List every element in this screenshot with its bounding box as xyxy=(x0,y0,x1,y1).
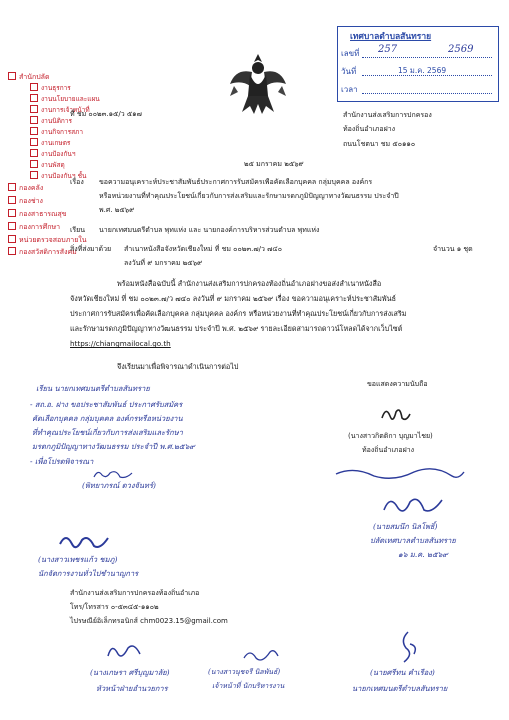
routing-item: งานป้องกันฯ xyxy=(30,149,76,159)
stamp-date-label: วันที่ xyxy=(341,67,357,76)
routing-item: งานเกษตร xyxy=(30,138,70,148)
sig2-name: (นางสาวนุชจรี นิลพันธ์) xyxy=(208,668,281,676)
body-line-2: จังหวัดเชียงใหม่ ที่ ชม ๐๐๒๓.๗/ว ๗๔๐ ลงวันที่ ๙ มกราคม ๒๕๖๙ เรื่อง ขอความอนุเคราะห์ประชาสัมพันธ์ xyxy=(70,294,396,303)
routing-item: งานนโยบายและแผน xyxy=(30,94,100,104)
palat-date: ๑๖ ม.ค. ๒๕๖๙ xyxy=(398,550,448,559)
routing-item: งานธุรการ xyxy=(30,83,71,93)
sender-line-1: สำนักงานส่งเสริมการปกครอง xyxy=(343,111,432,119)
routing-item: งานการเจ้าหน้าที่ xyxy=(30,105,90,115)
closing: ขอแสดงความนับถือ xyxy=(367,380,428,388)
doc-number: ที่ ชม ๐๐๒๓.๑๕/ว ๕๑๗ xyxy=(70,110,142,118)
to-recipient: นายกเทศมนตรีตำบล พุทแห่ง และ นายกองค์การบริหารส่วนตำบล พุทแห่ง xyxy=(99,226,320,234)
palat-signature-icon xyxy=(380,492,450,522)
subject-line-3: พ.ศ. ๒๕๖๙ xyxy=(99,206,135,214)
sig3-title: นายกเทศมนตรีตำบลสันทราย xyxy=(352,684,448,693)
attach-count: จำนวน ๑ ชุด xyxy=(433,245,473,253)
routing-header: สำนักปลัด xyxy=(8,72,50,82)
to-label: เรียน xyxy=(70,226,86,234)
note-sign-name: (พิทยาภรณ์ ดวงจันทร์) xyxy=(82,481,156,490)
subject-line-1: ขอความอนุเคราะห์ประชาสัมพันธ์ประกาศการรับสมัครเพื่อคัดเลือกบุคคล กลุ่มบุคคล องค์กร xyxy=(99,178,373,186)
note-line-2: - สถ.อ. ฝาง ขอประชาสัมพันธ์ ประกาศรับสมัคร xyxy=(30,400,183,409)
footer-phone: โทร/โทรสาร ๐-๕๓๔๕-๑๑๐๒ xyxy=(70,603,159,611)
attach-line-2: ลงวันที่ ๙ มกราคม ๒๕๖๙ xyxy=(124,259,203,267)
website-link[interactable]: https://chiangmailocal.go.th xyxy=(70,339,171,348)
sig1-name: (นางเกษรา ศรีบุญมาลัย) xyxy=(90,668,170,677)
routing-item: กองช่าง xyxy=(8,196,43,206)
routing-item: กองการศึกษา xyxy=(8,222,60,232)
sig1-signature-icon xyxy=(104,640,144,666)
routing-item: งานพัสดุ xyxy=(30,160,65,170)
routing-item: งานกิจการสภา xyxy=(30,127,83,137)
sig1-title: หัวหน้าฝ่ายอำนวยการ xyxy=(96,684,168,693)
routing-item: งานนิติการ xyxy=(30,116,72,126)
sig3-name: (นายศรีทน คำเรือง) xyxy=(370,668,435,677)
receipt-stamp xyxy=(337,26,499,102)
stamp-number-year: 2569 xyxy=(448,44,474,55)
footer-office: สำนักงานส่งเสริมการปกครองท้องถิ่นอำเภอ xyxy=(70,589,200,597)
note-line-6: - เพื่อโปรดพิจารณา xyxy=(30,457,94,466)
sig2-signature-icon xyxy=(240,646,280,668)
palat-title: ปลัดเทศบาลตำบลสันทราย xyxy=(370,536,456,545)
stamp-number-label: เลขที่ xyxy=(341,49,360,58)
routing-item: กองคลัง xyxy=(8,183,43,193)
signer-name: (นางสาวกิตติกา บุญมาไชย) xyxy=(348,432,433,440)
sender-line-3: ถนนโชตนา ชม ๕๐๑๑๐ xyxy=(343,140,416,148)
note-line-1: เรียน นายกเทศมนตรีตำบลสันทราย xyxy=(36,384,150,393)
sig2-title: เจ้าหน้าที่ นักบริหารงาน xyxy=(212,682,285,690)
attach-line-1: สำเนาหนังสือจังหวัดเชียงใหม่ ที่ ชม ๐๐๒๓.๗/ว ๗๔๐ xyxy=(124,245,282,253)
routing-item: กองสาธารณสุข xyxy=(8,209,67,219)
note-line-4: ที่ทำคุณประโยชน์เกี่ยวกับการส่งเสริมและรักษา xyxy=(32,428,183,437)
scribble-mark-icon xyxy=(334,462,466,488)
body-line-4: และรักษามรดกภูมิปัญญาทางวัฒนธรรม ประจำปี พ.ศ. ๒๕๖๙ รายละเอียดสามารถดาวน์โหลดได้จากเว็บไซต์ xyxy=(70,324,403,333)
garuda-emblem-icon xyxy=(228,50,288,118)
subject-line-2: หรือหน่วยงานที่ทำคุณประโยชน์เกี่ยวกับการส่งเสริมและรักษามรดกภูมิปัญญาทางวัฒนธรรม ประจำปี xyxy=(99,192,399,200)
palat-name: (นายสมนึก นิลโพธิ์) xyxy=(373,522,438,531)
official-signature-icon xyxy=(378,404,414,430)
staff-title: นักจัดการงานทั่วไปชำนาญการ xyxy=(38,569,139,578)
sig3-signature-icon xyxy=(394,630,422,668)
closing-request: จึงเรียนมาเพื่อพิจารณาดำเนินการต่อไป xyxy=(117,362,239,371)
routing-item: งานป้องกันฯ ชั้น xyxy=(30,171,86,181)
subject-label: เรื่อง xyxy=(70,178,84,186)
routing-item: หน่วยตรวจสอบภายใน xyxy=(8,235,87,245)
signer-title: ท้องถิ่นอำเภอฝาง xyxy=(362,446,415,454)
letter-date: ๒๕ มกราคม ๒๕๖๙ xyxy=(244,160,304,168)
footer-email: ไปรษณีย์อิเล็กทรอนิกส์ chm0023.15@gmail.com xyxy=(70,617,228,625)
sender-line-2: ท้องถิ่นอำเภอฝาง xyxy=(343,125,396,133)
routing-item: กองสวัสดิการสังคม xyxy=(8,247,77,257)
stamp-title: เทศบาลตำบลสันทราย xyxy=(350,32,432,42)
note-line-5: มรดกภูมิปัญญาทางวัฒนธรรม ประจำปี พ.ศ.๒๕๖๙ xyxy=(32,442,195,451)
staff-name: (นางสาวเพชรแก้ว ชมภู) xyxy=(38,555,118,564)
stamp-time-label: เวลา xyxy=(341,85,358,94)
body-line-3: ประกาศการรับสมัครเพื่อคัดเลือกบุคคล กลุ่มบุคคล องค์กร หรือหน่วยงานที่ทำคุณประโยชน์เกี่ยวกับการส่งเสริม xyxy=(70,309,407,318)
attach-label: สิ่งที่ส่งมาด้วย xyxy=(70,245,112,253)
stamp-number-value: 257 xyxy=(378,44,398,55)
note-line-3: คัดเลือกบุคคล กลุ่มบุคคล องค์กรหรือหน่วยงาน xyxy=(32,414,183,423)
body-line-1: พร้อมหนังสือฉบับนี้ สำนักงานส่งเสริมการปกครองท้องถิ่นอำเภอฝางขอส่งสำเนาหนังสือ xyxy=(117,279,382,288)
stamp-date-value: 15 ม.ค. 2569 xyxy=(398,66,447,75)
